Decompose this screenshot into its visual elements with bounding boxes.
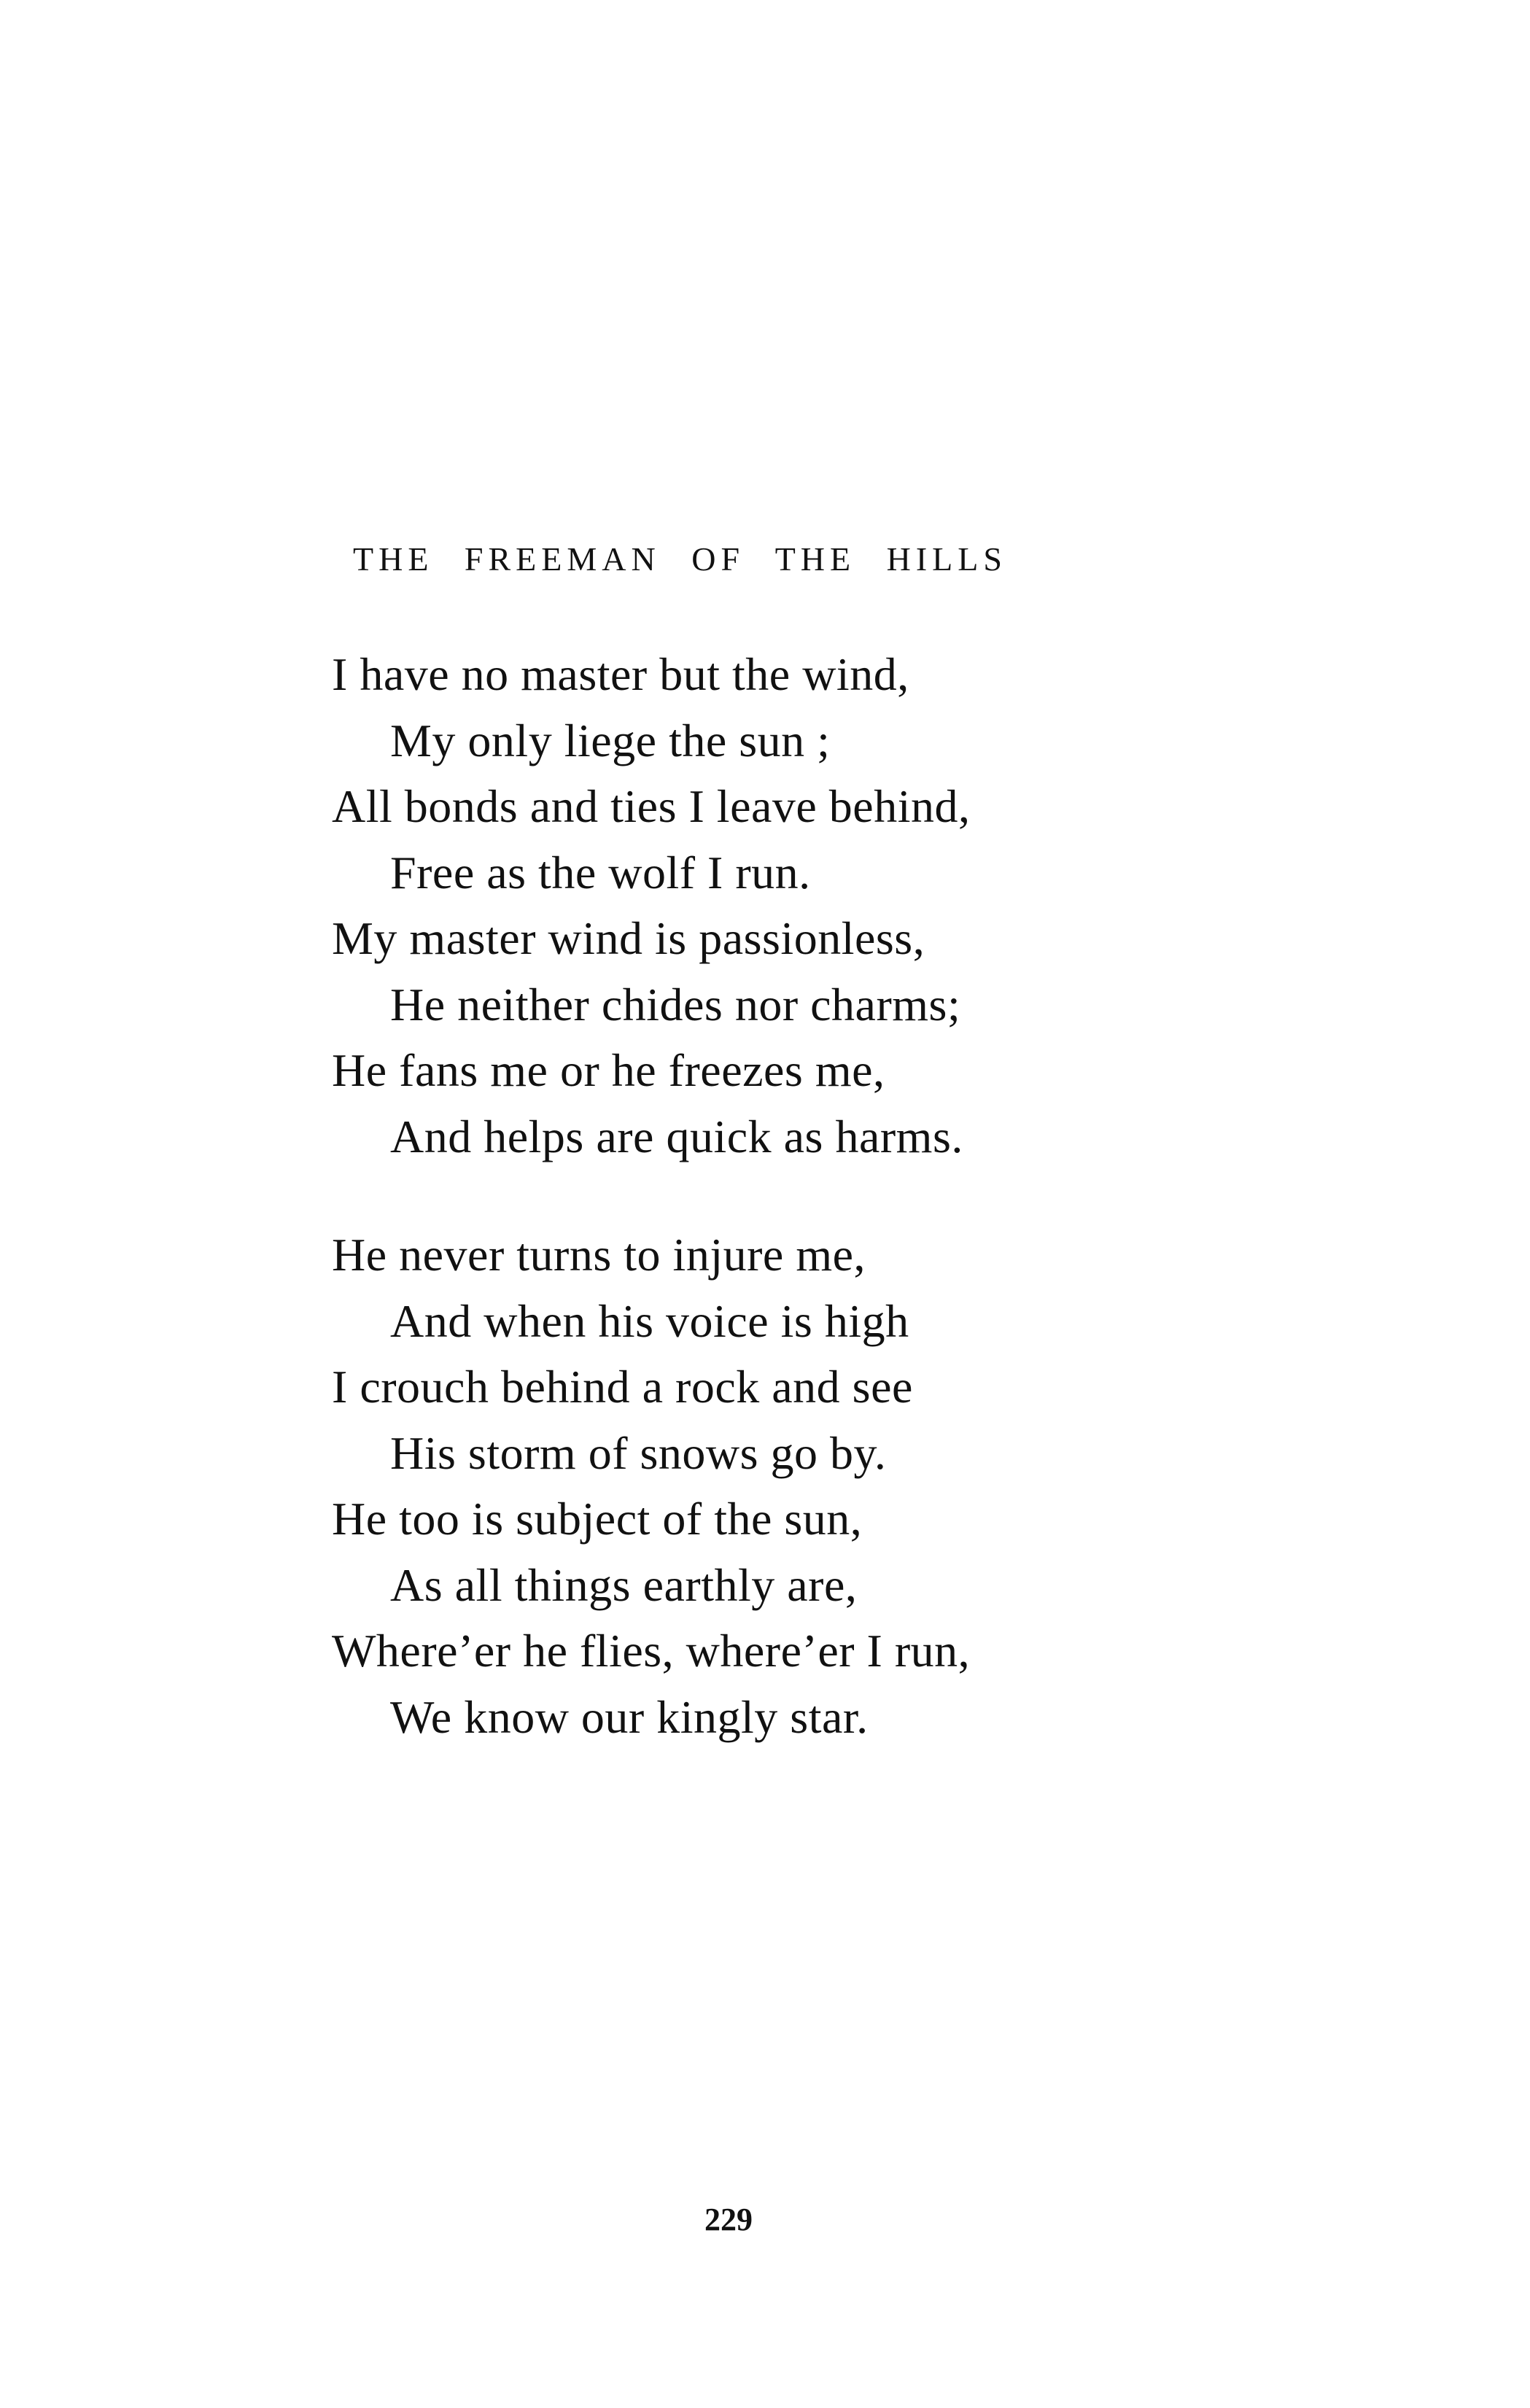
- poem-line: Where’er he flies, where’er I run,: [332, 1625, 971, 1677]
- poem-line: And when his voice is high: [390, 1294, 909, 1347]
- poem-line: Free as the wolf I run.: [390, 846, 811, 898]
- stanza-2: [332, 1222, 970, 1750]
- poem-line: He too is subject of the sun,: [332, 1493, 863, 1545]
- poem-line: His storm of snows go by.: [390, 1426, 887, 1479]
- poem-line: My only liege the sun ;: [390, 714, 831, 766]
- poem-line: I crouch behind a rock and see: [332, 1361, 913, 1413]
- page-number: 229: [704, 2202, 753, 2237]
- poem-line: He fans me or he freezes me,: [332, 1044, 885, 1096]
- poem-line: We know our kingly star.: [390, 1690, 869, 1743]
- poem-line: My master wind is passionless,: [332, 912, 925, 964]
- poem-line: He never turns to injure me,: [332, 1229, 866, 1281]
- stanza-1: [332, 642, 970, 1170]
- poem-line: He neither chides nor charms;: [390, 978, 961, 1030]
- poem-line: All bonds and ties I leave behind,: [332, 780, 971, 832]
- poem-line: And helps are quick as harms.: [390, 1110, 963, 1162]
- poem-title: THE FREEMAN OF THE HILLS: [353, 540, 1007, 578]
- poem-line: As all things earthly are,: [390, 1558, 858, 1611]
- poem-line: I have no master but the wind,: [332, 648, 909, 700]
